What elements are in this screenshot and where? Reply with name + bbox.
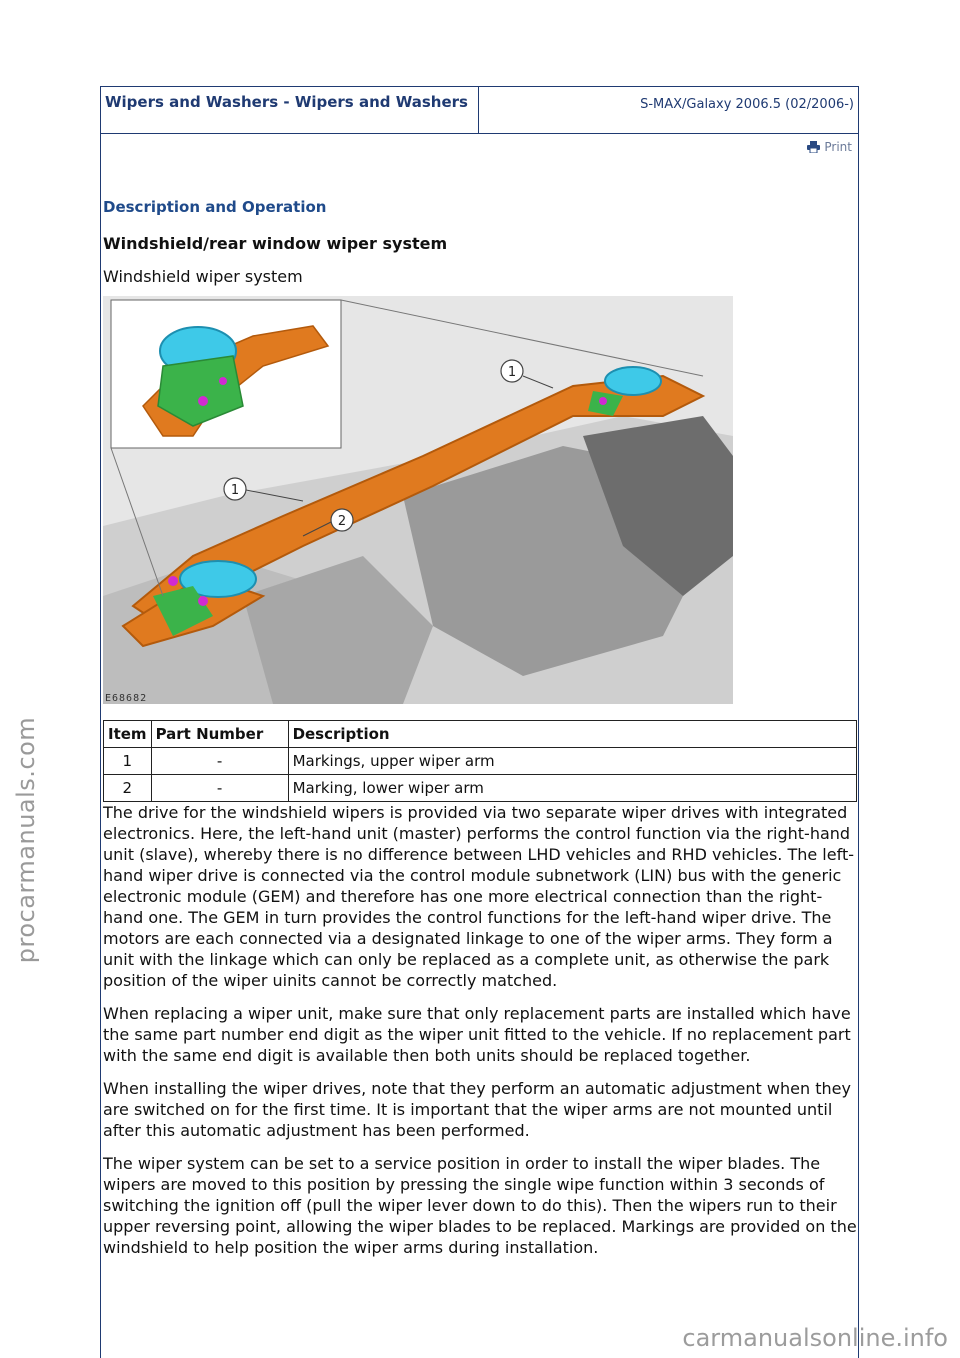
document-frame [100, 86, 859, 1358]
section-title: Description and Operation [103, 198, 327, 216]
paragraph: The wiper system can be set to a service position in order to install the wiper blades. The wipers are moved to this position by pressing the single wipe function within 3 seconds of switching the ignition off (pull the wiper lever down to do this). Then the wipers run to their upper reversing point, allowing the wiper blades to be replaced. Markings are provided on the windshield to help position the wiper arms during installation. [103, 1154, 857, 1257]
table-row [104, 748, 857, 775]
illustration-svg [103, 296, 733, 704]
col-description: Description [288, 721, 856, 748]
side-watermark [6, 560, 46, 1120]
page-header [101, 87, 858, 134]
figure-caption: Windshield wiper system [103, 267, 303, 286]
cell-description: Markings, upper wiper arm [288, 748, 856, 775]
print-link[interactable] [807, 140, 852, 154]
side-watermark-text: procarmanuals.com [12, 716, 41, 964]
cell-description: Marking, lower wiper arm [288, 775, 856, 802]
printer-icon [807, 141, 820, 153]
wiper-system-illustration [103, 296, 733, 704]
col-part-number: Part Number [151, 721, 288, 748]
paragraph: When installing the wiper drives, note that they perform an automatic adjustment when they are switched on for the first time. It is important that the wiper arms are not mounted until after this automatic adjustment has been performed. [103, 1079, 851, 1140]
callout-label: 1 [230, 483, 240, 498]
content [101, 198, 858, 1258]
parts-table [103, 720, 857, 802]
page-title: Wipers and Washers - Wipers and Washers [101, 87, 479, 133]
cell-part-number: - [151, 775, 288, 802]
table-row [104, 775, 857, 802]
col-item: Item [104, 721, 152, 748]
table-header-row [104, 721, 857, 748]
cell-part-number: - [151, 748, 288, 775]
print-label: Print [824, 140, 852, 154]
paragraph: The drive for the windshield wipers is provided via two separate wiper drives with integrated electronics. Here, the left-hand unit (master) performs the control function via the right-hand unit (slave), whereby there is no difference between LHD vehicles and RHD vehicles. The left-hand wiper drive is connected via the control module subnetwork (LIN) bus with the generic electronic module (GEM) and therefore has one more electrical connection than the right-hand one. The GEM in turn provides the control functions for the left-hand wiper drive. The motors are each connected via a designated linkage to one of the wiper arms. They form a unit with the linkage which can only be replaced as a complete unit, as otherwise the park position of the wiper uinits cannot be correctly matched. [103, 803, 854, 990]
footer-watermark: carmanualsonline.info [682, 1324, 948, 1352]
paragraph: When replacing a wiper unit, make sure that only replacement parts are installed which have the same part number end digit as the wiper unit fitted to the vehicle. If no replacement part with the same end digit is available then both units should be replaced together. [103, 1004, 851, 1065]
subsection-title: Windshield/rear window wiper system [103, 234, 448, 253]
print-row [101, 134, 858, 162]
callout-label: 2 [337, 514, 347, 529]
vehicle-model: S-MAX/Galaxy 2006.5 (02/2006-) [640, 97, 854, 112]
cell-item: 1 [104, 748, 152, 775]
callout-label: 1 [507, 365, 517, 380]
figure-id: E68682 [105, 693, 148, 704]
cell-item: 2 [104, 775, 152, 802]
